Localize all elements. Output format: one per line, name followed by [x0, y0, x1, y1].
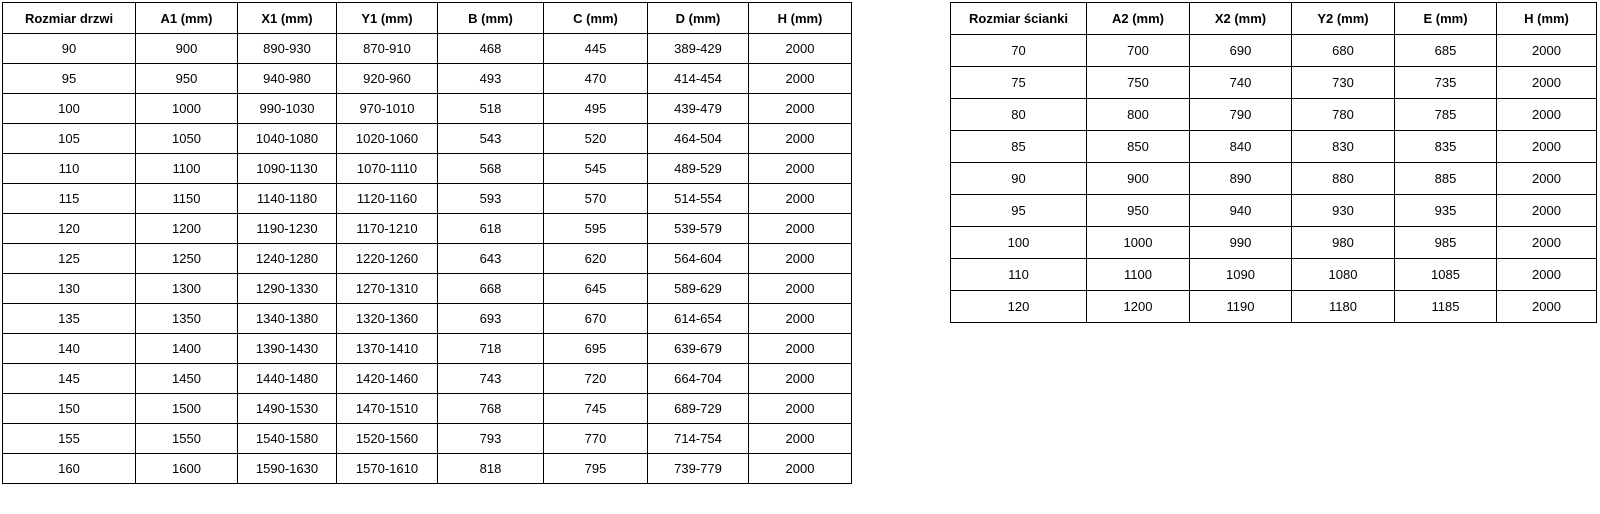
table-cell: 695 [544, 334, 648, 364]
table-row [951, 227, 1597, 259]
table-cell: 568 [438, 154, 544, 184]
table-cell: 85 [951, 131, 1087, 163]
table-cell: 1540-1580 [238, 424, 337, 454]
table-cell: 1200 [1087, 291, 1190, 323]
column-header: X1 (mm) [238, 3, 337, 34]
table-cell: 1090-1130 [238, 154, 337, 184]
table-cell: 589-629 [648, 274, 749, 304]
column-header: A1 (mm) [136, 3, 238, 34]
table-cell: 795 [544, 454, 648, 484]
table-cell: 445 [544, 34, 648, 64]
table-cell: 980 [1292, 227, 1395, 259]
table-cell: 668 [438, 274, 544, 304]
table-cell: 985 [1395, 227, 1497, 259]
table-cell: 1050 [136, 124, 238, 154]
table-cell: 2000 [749, 94, 852, 124]
table-cell: 900 [136, 34, 238, 64]
table-cell: 160 [3, 454, 136, 484]
table-cell: 1170-1210 [337, 214, 438, 244]
door-table-header-row [3, 3, 852, 34]
table-cell: 935 [1395, 195, 1497, 227]
table-cell: 1520-1560 [337, 424, 438, 454]
table-cell: 135 [3, 304, 136, 334]
table-cell: 1570-1610 [337, 454, 438, 484]
table-cell: 1085 [1395, 259, 1497, 291]
table-cell: 539-579 [648, 214, 749, 244]
table-cell: 693 [438, 304, 544, 334]
door-size-table [2, 2, 852, 484]
table-cell: 1300 [136, 274, 238, 304]
table-cell: 2000 [749, 64, 852, 94]
wall-table-header-row [951, 3, 1597, 35]
column-header: C (mm) [544, 3, 648, 34]
table-cell: 1190-1230 [238, 214, 337, 244]
door-table-body [3, 34, 852, 484]
column-header: X2 (mm) [1190, 3, 1292, 35]
table-cell: 2000 [749, 274, 852, 304]
column-header: E (mm) [1395, 3, 1497, 35]
table-cell: 714-754 [648, 424, 749, 454]
table-cell: 870-910 [337, 34, 438, 64]
table-cell: 2000 [749, 454, 852, 484]
table-cell: 730 [1292, 67, 1395, 99]
table-row [951, 259, 1597, 291]
column-header: H (mm) [1497, 3, 1597, 35]
table-cell: 735 [1395, 67, 1497, 99]
table-cell: 743 [438, 364, 544, 394]
table-cell: 1000 [1087, 227, 1190, 259]
table-cell: 2000 [749, 304, 852, 334]
table-row [3, 334, 852, 364]
column-header: H (mm) [749, 3, 852, 34]
table-cell: 1320-1360 [337, 304, 438, 334]
table-cell: 2000 [1497, 195, 1597, 227]
table-cell: 2000 [749, 364, 852, 394]
table-cell: 1390-1430 [238, 334, 337, 364]
table-cell: 1080 [1292, 259, 1395, 291]
table-cell: 150 [3, 394, 136, 424]
table-cell: 720 [544, 364, 648, 394]
table-cell: 414-454 [648, 64, 749, 94]
table-cell: 680 [1292, 35, 1395, 67]
table-row [3, 274, 852, 304]
table-cell: 2000 [749, 394, 852, 424]
table-cell: 1070-1110 [337, 154, 438, 184]
table-cell: 685 [1395, 35, 1497, 67]
table-cell: 2000 [1497, 35, 1597, 67]
table-cell: 75 [951, 67, 1087, 99]
table-cell: 950 [136, 64, 238, 94]
table-cell: 1350 [136, 304, 238, 334]
table-cell: 389-429 [648, 34, 749, 64]
table-cell: 940-980 [238, 64, 337, 94]
table-cell: 1180 [1292, 291, 1395, 323]
table-cell: 1370-1410 [337, 334, 438, 364]
table-cell: 120 [3, 214, 136, 244]
table-cell: 1590-1630 [238, 454, 337, 484]
table-cell: 90 [951, 163, 1087, 195]
table-cell: 80 [951, 99, 1087, 131]
column-header: Rozmiar drzwi [3, 3, 136, 34]
table-cell: 880 [1292, 163, 1395, 195]
table-cell: 2000 [749, 334, 852, 364]
table-cell: 690 [1190, 35, 1292, 67]
table-cell: 1040-1080 [238, 124, 337, 154]
table-row [3, 184, 852, 214]
table-cell: 990-1030 [238, 94, 337, 124]
table-cell: 1120-1160 [337, 184, 438, 214]
table-cell: 920-960 [337, 64, 438, 94]
table-cell: 1250 [136, 244, 238, 274]
table-cell: 518 [438, 94, 544, 124]
table-cell: 689-729 [648, 394, 749, 424]
table-cell: 1400 [136, 334, 238, 364]
table-cell: 950 [1087, 195, 1190, 227]
table-row [951, 99, 1597, 131]
table-cell: 793 [438, 424, 544, 454]
table-cell: 125 [3, 244, 136, 274]
table-row [3, 364, 852, 394]
table-cell: 940 [1190, 195, 1292, 227]
table-cell: 1440-1480 [238, 364, 337, 394]
table-cell: 970-1010 [337, 94, 438, 124]
table-cell: 155 [3, 424, 136, 454]
table-cell: 130 [3, 274, 136, 304]
table-cell: 1490-1530 [238, 394, 337, 424]
table-cell: 830 [1292, 131, 1395, 163]
table-cell: 2000 [749, 424, 852, 454]
table-cell: 1100 [1087, 259, 1190, 291]
table-cell: 1150 [136, 184, 238, 214]
table-cell: 2000 [1497, 259, 1597, 291]
table-cell: 639-679 [648, 334, 749, 364]
table-cell: 1220-1260 [337, 244, 438, 274]
table-cell: 818 [438, 454, 544, 484]
table-cell: 1270-1310 [337, 274, 438, 304]
table-cell: 545 [544, 154, 648, 184]
table-cell: 2000 [749, 244, 852, 274]
table-row [3, 154, 852, 184]
table-cell: 1340-1380 [238, 304, 337, 334]
table-row [951, 291, 1597, 323]
table-cell: 1200 [136, 214, 238, 244]
table-cell: 1420-1460 [337, 364, 438, 394]
table-row [951, 131, 1597, 163]
table-row [3, 124, 852, 154]
table-cell: 95 [951, 195, 1087, 227]
table-cell: 840 [1190, 131, 1292, 163]
table-cell: 570 [544, 184, 648, 214]
table-cell: 770 [544, 424, 648, 454]
table-cell: 145 [3, 364, 136, 394]
table-cell: 543 [438, 124, 544, 154]
table-row [951, 35, 1597, 67]
table-row [3, 304, 852, 334]
table-cell: 835 [1395, 131, 1497, 163]
table-cell: 1020-1060 [337, 124, 438, 154]
table-row [951, 163, 1597, 195]
table-row [3, 214, 852, 244]
table-cell: 2000 [1497, 67, 1597, 99]
table-cell: 2000 [749, 154, 852, 184]
table-row [951, 195, 1597, 227]
table-cell: 618 [438, 214, 544, 244]
table-cell: 90 [3, 34, 136, 64]
table-cell: 890-930 [238, 34, 337, 64]
table-cell: 645 [544, 274, 648, 304]
table-cell: 1100 [136, 154, 238, 184]
table-cell: 2000 [749, 34, 852, 64]
table-cell: 1550 [136, 424, 238, 454]
column-header: Y2 (mm) [1292, 3, 1395, 35]
table-cell: 700 [1087, 35, 1190, 67]
column-header: D (mm) [648, 3, 749, 34]
table-cell: 785 [1395, 99, 1497, 131]
table-row [3, 244, 852, 274]
table-cell: 100 [3, 94, 136, 124]
table-row [951, 67, 1597, 99]
table-row [3, 94, 852, 124]
table-cell: 514-554 [648, 184, 749, 214]
table-row [3, 394, 852, 424]
table-cell: 115 [3, 184, 136, 214]
table-cell: 2000 [1497, 163, 1597, 195]
table-row [3, 34, 852, 64]
table-cell: 95 [3, 64, 136, 94]
table-cell: 780 [1292, 99, 1395, 131]
table-cell: 520 [544, 124, 648, 154]
table-cell: 489-529 [648, 154, 749, 184]
table-cell: 2000 [749, 124, 852, 154]
table-cell: 595 [544, 214, 648, 244]
table-cell: 110 [951, 259, 1087, 291]
column-header: Y1 (mm) [337, 3, 438, 34]
table-cell: 105 [3, 124, 136, 154]
column-header: Rozmiar ścianki [951, 3, 1087, 35]
table-cell: 1240-1280 [238, 244, 337, 274]
table-cell: 1470-1510 [337, 394, 438, 424]
table-cell: 120 [951, 291, 1087, 323]
table-cell: 1190 [1190, 291, 1292, 323]
table-cell: 2000 [1497, 227, 1597, 259]
wall-panel-size-table [950, 2, 1597, 323]
table-cell: 464-504 [648, 124, 749, 154]
table-cell: 885 [1395, 163, 1497, 195]
table-cell: 745 [544, 394, 648, 424]
table-cell: 493 [438, 64, 544, 94]
table-row [3, 454, 852, 484]
table-cell: 564-604 [648, 244, 749, 274]
table-cell: 2000 [1497, 131, 1597, 163]
table-cell: 468 [438, 34, 544, 64]
table-row [3, 64, 852, 94]
table-cell: 70 [951, 35, 1087, 67]
table-cell: 718 [438, 334, 544, 364]
table-cell: 800 [1087, 99, 1190, 131]
table-cell: 890 [1190, 163, 1292, 195]
table-cell: 1600 [136, 454, 238, 484]
table-row [3, 424, 852, 454]
table-cell: 750 [1087, 67, 1190, 99]
table-cell: 930 [1292, 195, 1395, 227]
table-cell: 593 [438, 184, 544, 214]
table-cell: 439-479 [648, 94, 749, 124]
table-cell: 900 [1087, 163, 1190, 195]
table-cell: 100 [951, 227, 1087, 259]
table-cell: 670 [544, 304, 648, 334]
table-cell: 768 [438, 394, 544, 424]
table-cell: 664-704 [648, 364, 749, 394]
table-cell: 2000 [1497, 99, 1597, 131]
table-cell: 620 [544, 244, 648, 274]
table-cell: 470 [544, 64, 648, 94]
table-cell: 1185 [1395, 291, 1497, 323]
table-cell: 495 [544, 94, 648, 124]
table-cell: 790 [1190, 99, 1292, 131]
table-cell: 1500 [136, 394, 238, 424]
table-cell: 2000 [749, 214, 852, 244]
wall-table-body [951, 35, 1597, 323]
table-cell: 2000 [749, 184, 852, 214]
table-cell: 110 [3, 154, 136, 184]
table-cell: 643 [438, 244, 544, 274]
column-header: B (mm) [438, 3, 544, 34]
table-cell: 1090 [1190, 259, 1292, 291]
table-cell: 850 [1087, 131, 1190, 163]
table-cell: 140 [3, 334, 136, 364]
table-cell: 1450 [136, 364, 238, 394]
table-cell: 1000 [136, 94, 238, 124]
table-cell: 1290-1330 [238, 274, 337, 304]
table-cell: 740 [1190, 67, 1292, 99]
table-cell: 739-779 [648, 454, 749, 484]
table-cell: 2000 [1497, 291, 1597, 323]
table-cell: 990 [1190, 227, 1292, 259]
table-cell: 614-654 [648, 304, 749, 334]
column-header: A2 (mm) [1087, 3, 1190, 35]
table-cell: 1140-1180 [238, 184, 337, 214]
